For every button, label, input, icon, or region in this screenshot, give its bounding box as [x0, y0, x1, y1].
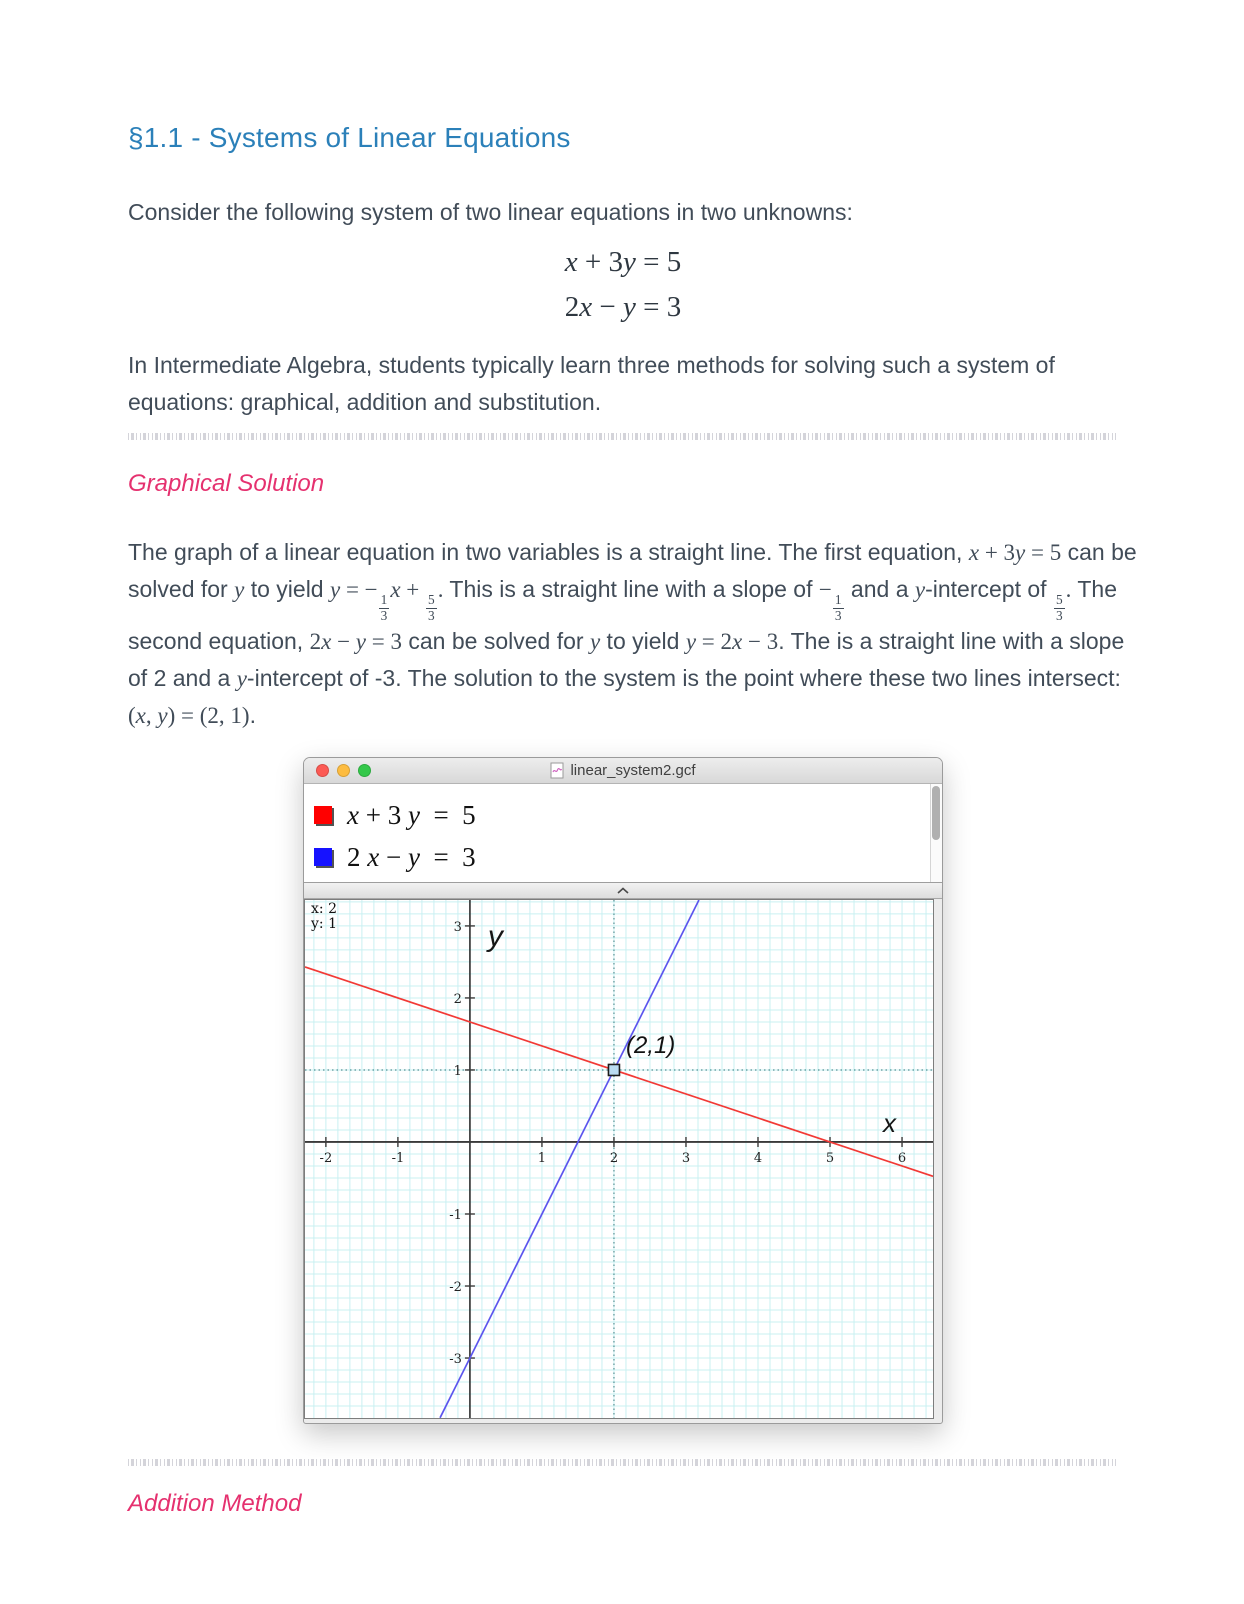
color-swatch-blue[interactable] [314, 848, 332, 866]
color-swatch-red[interactable] [314, 806, 332, 824]
graphing-app-window [303, 757, 943, 1424]
equation-line-2: 2x − y = 3 [564, 291, 682, 323]
svg-text:4: 4 [753, 1150, 763, 1166]
cursor-readout [311, 902, 337, 932]
addition-method-heading: Addition Method [128, 1490, 302, 1517]
section-divider [128, 433, 1116, 440]
svg-text:-3: -3 [449, 1352, 462, 1368]
svg-text:-2: -2 [319, 1150, 333, 1166]
svg-text:2: 2 [609, 1150, 619, 1166]
app-equation-2: 2 x − y = 3 [347, 841, 476, 872]
svg-text:x: x [883, 1107, 896, 1138]
window-titlebar[interactable] [304, 758, 942, 784]
pane-splitter[interactable] [304, 883, 942, 899]
svg-text:3: 3 [453, 919, 462, 935]
document-icon [550, 762, 564, 779]
app-equation-1: x + 3 y = 5 [347, 799, 476, 830]
svg-text:1: 1 [453, 1063, 462, 1079]
window-title: linear_system2.gcf [570, 762, 696, 779]
methods-paragraph: In Intermediate Algebra, students typically learn three methods for solving such a system of equations: graphical, addition and substitution. [128, 352, 1055, 415]
display-equations [128, 240, 1118, 330]
graphical-paragraph: The graph of a linear equation in two variables is a straight line. The first equation, x + 3y = 5 can be solved for y to yield y = − $\frac{1}{3}$ x + $\frac{5}{3}$ . This is a straight line with a slope of − $\frac{1}{3}$ and a y-intercept of $\frac{5}{3}$ . The second equation, 2x − y = 3 can be solved for y to yield y = 2x − 3. The is a straight line with a slope of 2 and a y-intercept of -3. The solution to the system is the point where these two lines intersect: (x, y) = (2, 1). [128, 539, 1137, 729]
svg-text:1: 1 [537, 1150, 547, 1166]
svg-text:-2: -2 [449, 1280, 462, 1296]
svg-text:5: 5 [825, 1150, 835, 1166]
section-divider-2 [128, 1459, 1116, 1466]
window-title-group [304, 758, 942, 783]
readout-y: y: 1 [311, 916, 337, 932]
svg-text:2: 2 [453, 991, 462, 1007]
svg-text:6: 6 [897, 1150, 907, 1166]
graph-plot-area[interactable] [304, 899, 934, 1419]
scrollbar-track[interactable] [930, 784, 942, 882]
equation-row-1[interactable] [304, 784, 942, 836]
equation-list-panel [304, 784, 942, 883]
splitter-caret-icon [616, 887, 630, 894]
svg-text:-1: -1 [391, 1150, 405, 1166]
scrollbar-thumb[interactable] [932, 786, 940, 840]
svg-text:y: y [487, 920, 503, 953]
svg-text:(2,1): (2,1) [625, 1031, 676, 1059]
svg-text:3: 3 [681, 1150, 691, 1166]
svg-text:-1: -1 [449, 1208, 462, 1223]
equation-line-1: x + 3y = 5 [564, 246, 682, 278]
graphical-solution-heading: Graphical Solution [128, 470, 325, 497]
readout-x: x: 2 [311, 901, 337, 917]
intro-paragraph: Consider the following system of two linear equations in two unknowns: [128, 199, 853, 225]
page-title: §1.1 - Systems of Linear Equations [128, 122, 571, 153]
equation-row-2[interactable] [304, 836, 942, 878]
graph-canvas[interactable] [305, 900, 933, 1418]
